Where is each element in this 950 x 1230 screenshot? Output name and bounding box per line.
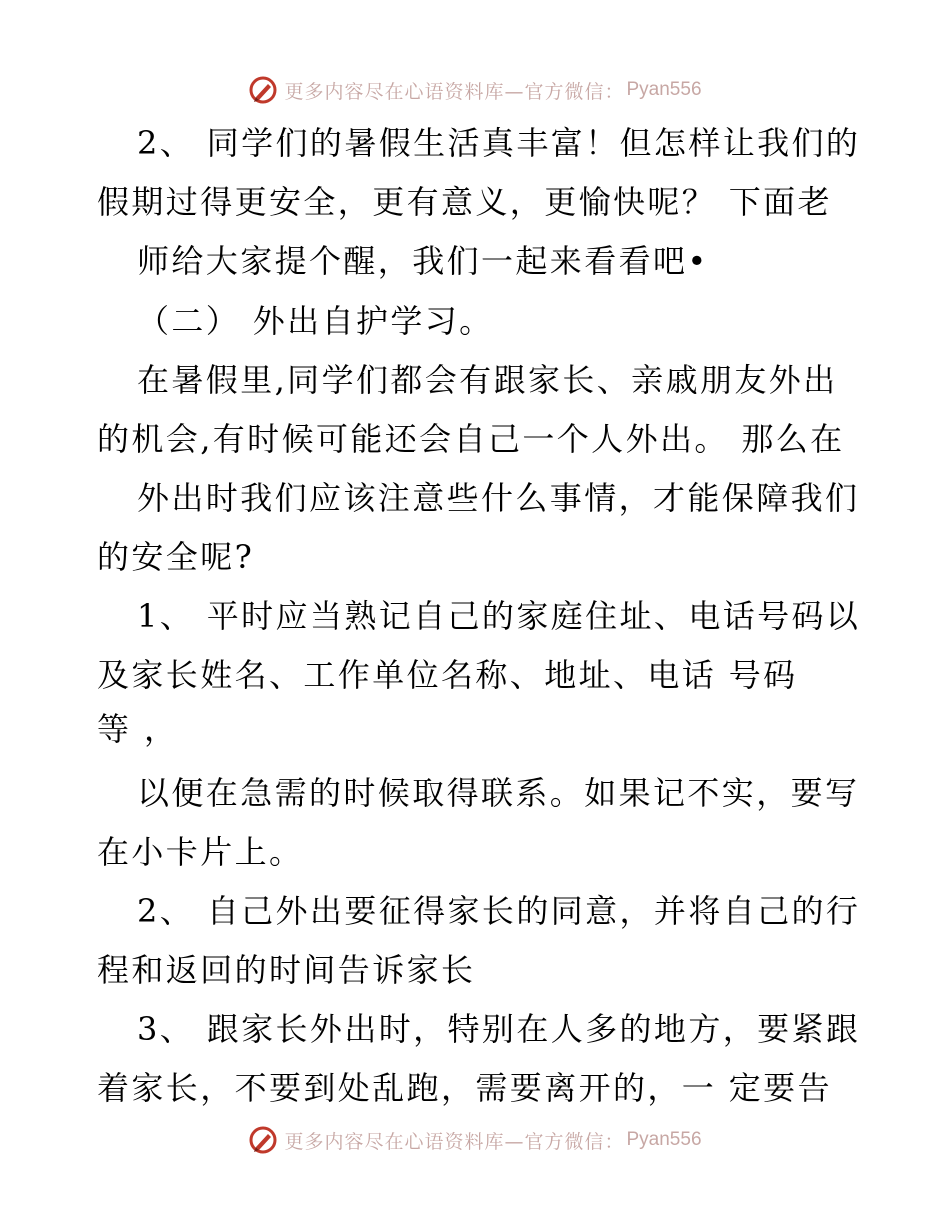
body-line: 师给大家提个醒，我们一起来看看吧• [137,242,709,280]
body-line: 的安全呢? [97,538,255,576]
footer-wechat-id: Pyan556 [626,1129,702,1150]
body-line: 着家长，不要到处乱跑，需要离开的，一 定要告 [97,1069,832,1107]
body-line: 1、 平时应当熟记自己的家庭住址、电话号码以 [137,597,861,635]
body-line: 2、 自己外出要征得家长的同意，并将自己的行 [137,892,861,930]
body-line: 3、 跟家长外出时，特别在人多的地方，要紧跟 [137,1010,861,1048]
body-line: 程和返回的时间告诉家长 [97,951,476,989]
body-line: 假期过得更安全，更有意义，更愉快呢？ 下面老 [97,183,832,221]
body-line: 在小卡片上。 [97,833,304,871]
body-line: 及家长姓名、工作单位名称、地址、电话 号码 [97,656,798,694]
body-line: 等 ， [97,710,179,748]
section-heading: （二） 外出自护学习。 [137,302,494,340]
footer-banner [0,1120,950,1160]
pen-logo-icon [248,75,278,105]
body-line: 的机会,有时候可能还会自己一个人外出。 那么在 [97,420,845,458]
body-line: 2、 同学们的暑假生活真丰富！但怎样让我们的 [137,124,861,162]
footer-banner-text: 更多内容尽在心语资料库—官方微信： [284,1130,625,1153]
body-line: 在暑假里,同学们都会有跟家长、亲戚朋友外出 [137,361,838,399]
pen-logo-icon [248,1125,278,1155]
header-banner [0,70,950,110]
header-banner-text: 更多内容尽在心语资料库—官方微信： [284,80,625,103]
body-line: 外出时我们应该注意些什么事情，才能保障我们 [137,479,860,517]
header-wechat-id: Pyan556 [626,79,702,100]
body-line: 以便在急需的时候取得联系。如果记不实，要写 [137,774,860,812]
